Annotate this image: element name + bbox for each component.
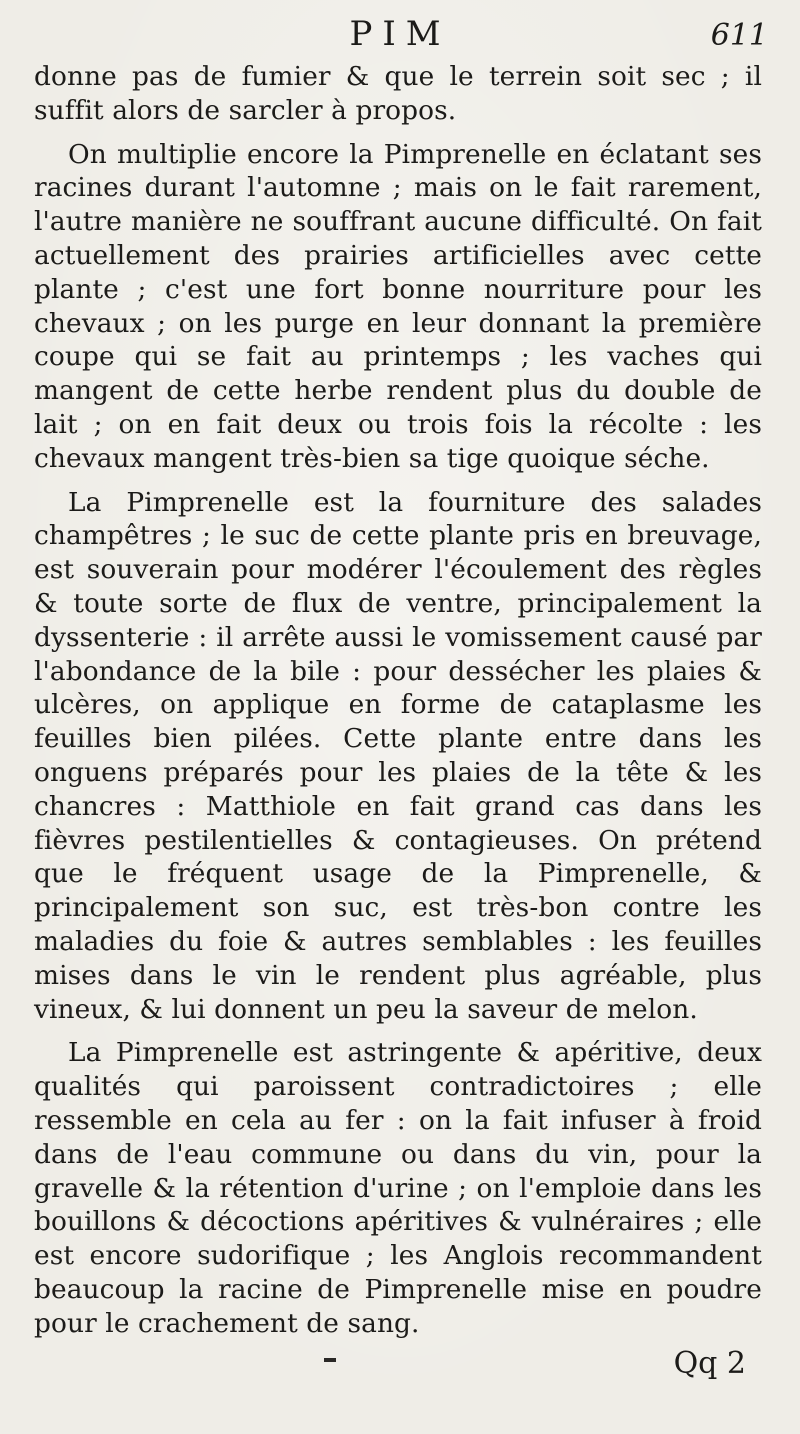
page-footer: [34, 1344, 766, 1394]
paragraph: La Pimprenelle est la fourniture des salades champêtres ; le suc de cette plante pris en breuvage, est souverain pour modérer l'écoulement des règles & toute sorte de flux de ventre, principalement la dyssenterie : il arrête aussi le vomissement causé par l'abondance de la bile : pour dessécher les plaies & ulcères, on applique en forme de cataplasme les feuilles bien pilées. Cette plante entre dans les onguens préparés pour les plaies de la tête & les chancres : Matthiole en fait grand cas dans les fièvres pestilentielles & contagieuses. On prétend que le fréquent usage de la Pimprenelle, & principalement son suc, est très-bon contre les maladies du foie & autres semblables : les feuilles mises dans le vin le rendent plus agréable, plus vineux, & lui donnent un peu la saveur de melon.: [34, 486, 762, 1025]
paragraph: On multiplie encore la Pimprenelle en éclatant ses racines durant l'automne ; mais on le fait rarement, l'autre manière ne souffrant aucune difficulté. On fait actuellement des prairies artificielles avec cette plante ; c'est une fort bonne nourriture pour les chevaux ; on les purge en leur donnant la première coupe qui se fait au printemps ; les vaches qui mangent de cette herbe rendent plus du double de lait ; on en fait deux ou trois fois la récolte : les chevaux mangent très-bien sa tige quoique séche.: [34, 138, 762, 474]
page-number: 611: [710, 18, 768, 53]
signature-mark: Qq 2: [673, 1346, 746, 1381]
body-text: [34, 60, 762, 1350]
paragraph-continuation: donne pas de fumier & que le terrein soit sec ; il suffit alors de sarcler à propos.: [34, 61, 762, 126]
paragraph: La Pimprenelle est astringente & apéritive, deux qualités qui paroissent contradictoires ; elle ressemble en cela au fer : on la fait infuser à froid dans de l'eau commune ou dans du vin, pour la gravelle & la rétention d'urine ; on l'emploie dans les bouillons & décoctions apéritives & vulnéraires ; elle est encore sudorifique ; les Anglois recommandent beaucoup la racine de Pimprenelle mise en poudre pour le crachement de sang.: [34, 1037, 762, 1339]
footer-dash: [324, 1358, 336, 1362]
running-title: PIM: [349, 14, 451, 54]
running-head: [32, 12, 768, 56]
